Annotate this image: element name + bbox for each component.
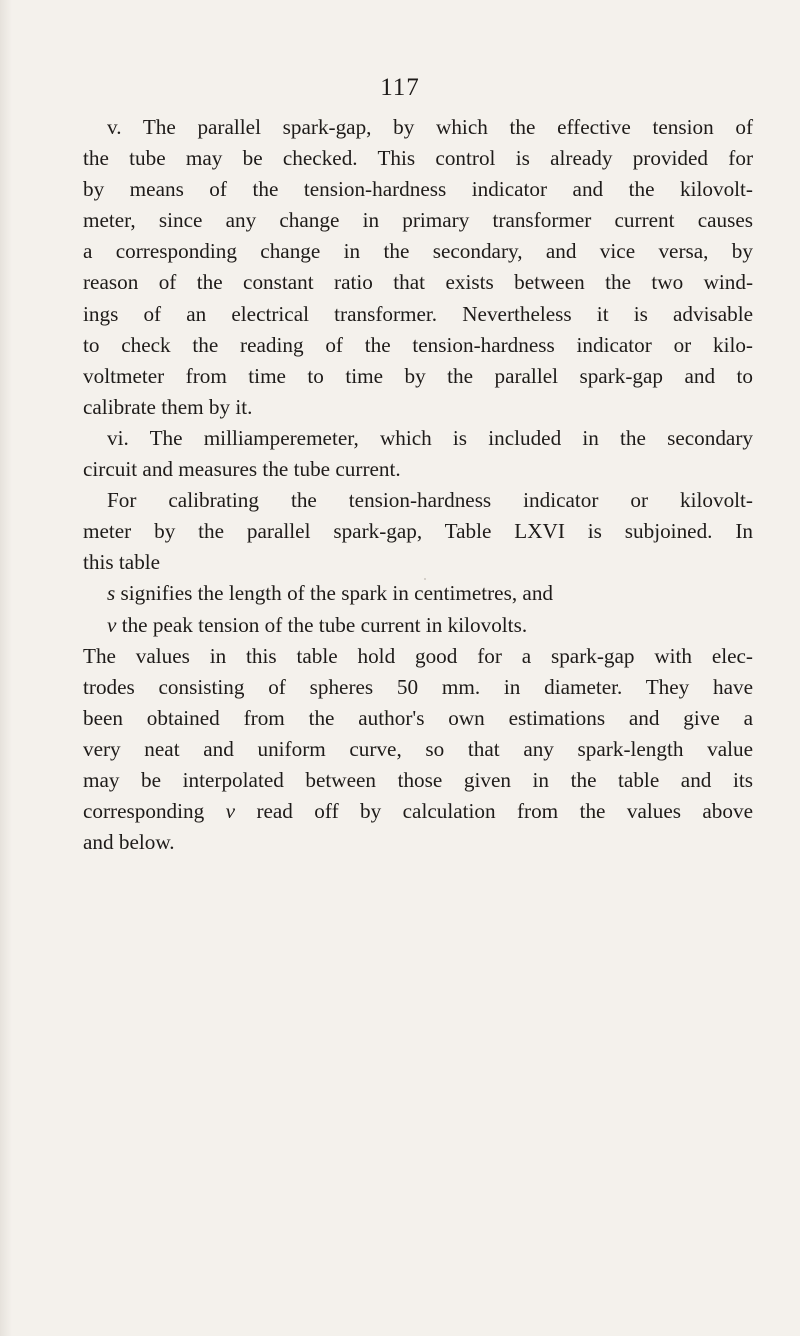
text-line: voltmeter from time to time by the parallel spark-gap and to xyxy=(83,363,753,388)
text-line: For calibrating the tension-hardness indicator or kilovolt- xyxy=(107,488,753,513)
text-line: by means of the tension-hardness indicator and the kilovolt- xyxy=(83,177,753,202)
text-line: vi. The milliamperemeter, which is included in the secondary xyxy=(107,425,753,450)
text-line: meter, since any change in primary transformer current causes xyxy=(83,208,753,233)
text-line: circuit and measures the tube current. xyxy=(83,457,401,482)
text-line: calibrate them by it. xyxy=(83,394,253,419)
text-line: meter by the parallel spark-gap, Table LXVI is subjoined. In xyxy=(83,519,753,544)
text-line: to check the reading of the tension-hardness indicator or kilo- xyxy=(83,332,753,357)
text-line: the tube may be checked. This control is already provided for xyxy=(83,146,753,171)
text-line: very neat and uniform curve, so that any spark-length value xyxy=(83,736,753,761)
text-line: a corresponding change in the secondary, and vice versa, by xyxy=(83,239,753,264)
text-line: may be interpolated between those given in the table and its xyxy=(83,767,753,792)
text-line: v. The parallel spark-gap, by which the effective tension of xyxy=(107,115,753,139)
page-edge-shadow xyxy=(0,0,12,1336)
text-line: ings of an electrical transformer. Nevertheless it is advisable xyxy=(83,301,753,326)
text-line: and below. xyxy=(83,830,175,855)
text-line: s signifies the length of the spark in centimetres, and xyxy=(107,581,554,606)
text-line: corresponding v read off by calculation from the values above xyxy=(83,799,753,824)
text-line: v the peak tension of the tube current in kilovolts. xyxy=(107,612,528,637)
body-text xyxy=(83,112,753,858)
text-line: been obtained from the author's own estimations and give a xyxy=(83,705,753,730)
text-line: this table xyxy=(83,550,161,575)
page-number: 117 xyxy=(380,74,420,101)
text-line: The values in this table hold good for a spark-gap with elec- xyxy=(83,643,753,668)
text-line: reason of the constant ratio that exists between the two wind- xyxy=(83,270,753,295)
paper-speck xyxy=(424,578,426,580)
text-line: trodes consisting of spheres 50 mm. in diameter. They have xyxy=(83,674,753,699)
